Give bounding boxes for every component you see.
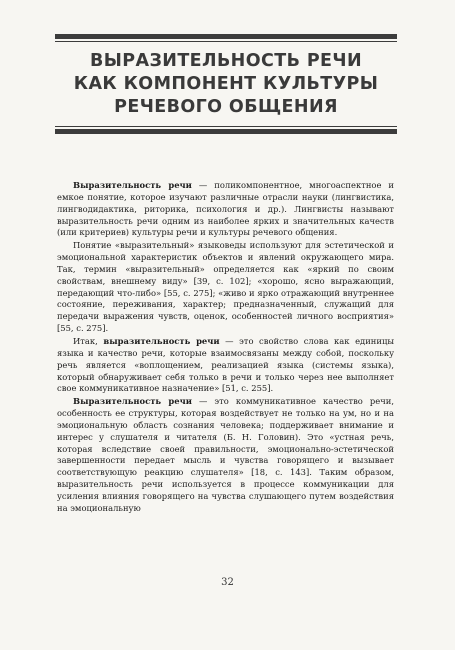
bold-term: Выразительность речи: [73, 396, 192, 407]
paragraph: Выразительность речи — поликомпонентное, многоаспектное и емкое понятие, которое изучают различные отрасли науки (лингвистика, лингводидактика, риторика, психология и др.). Лингвисты называют выразительность речи одним из наиболее ярких и значительных качеств (или критериев) культуры речи и культуры речевого общения.: [57, 180, 394, 238]
bold-term: выразительность речи: [103, 335, 220, 346]
chapter-title-line-2: КАК КОМПОНЕНТ КУЛЬТУРЫ: [73, 74, 379, 94]
paragraph: Итак, выразительность речи — это свойство слова как единицы языка и качество речи, которые взаимосвязаны между собой, поскольку речь является «воплощением, реализацией языка (системы языка), который обнаруживает себя только в речи и только через нее выполняет свое коммуникативное назначение» [51, с. 255].: [57, 335, 394, 394]
chapter-title: [55, 50, 397, 119]
chapter-title-line-3: РЕЧЕВОГО ОБЩЕНИЯ: [114, 97, 338, 117]
bold-term: Выразительность речи: [73, 180, 192, 190]
chapter-title-line-1: ВЫРАЗИТЕЛЬНОСТЬ РЕЧИ: [90, 51, 362, 71]
header-rule-bottom-thin: [55, 126, 397, 127]
page-number: 32: [221, 577, 234, 588]
body-text: [57, 180, 394, 516]
paragraph: Понятие «выразительный» языковеды используют для эстетической и эмоциональной характеристик объектов и явлений окружающего мира. Так, термин «выразительный» определяется как «яркий по своим свойствам, внешнему виду» [39, с. 102]; «хорошо, ясно выражающий, передающий что-либо» [55, с. 275]; «живо и ярко отражающий внутреннее состояние, переживания, характер; предназначенный, служащий для передачи выражения чувств, оценок, особенностей личного восприятия» [55, с. 275].: [57, 240, 394, 334]
header-rule-top-thick: [55, 34, 397, 39]
header-rule-bottom-thick: [55, 129, 397, 134]
paragraph: Выразительность речи — это коммуникативное качество речи, особенность ее структуры, которая воздействует не только на ум, но и на эмоциональную область сознания человека; поддерживает внимание и интерес у слушателя и читателя (Б. Н. Головин). Это «устная речь, которая вследствие своей правильности, эмоционально-эстетической завершенности передает мысль и чувства говорящего и вызывает соответствующую реакцию слушателя» [18, с. 143]. Таким образом, выразительность речи используется в процессе коммуникации для усиления влияния говорящего на чувства слушающего путем воздействия на эмоциональную: [57, 396, 394, 513]
header-rule-top-thin: [55, 41, 397, 42]
